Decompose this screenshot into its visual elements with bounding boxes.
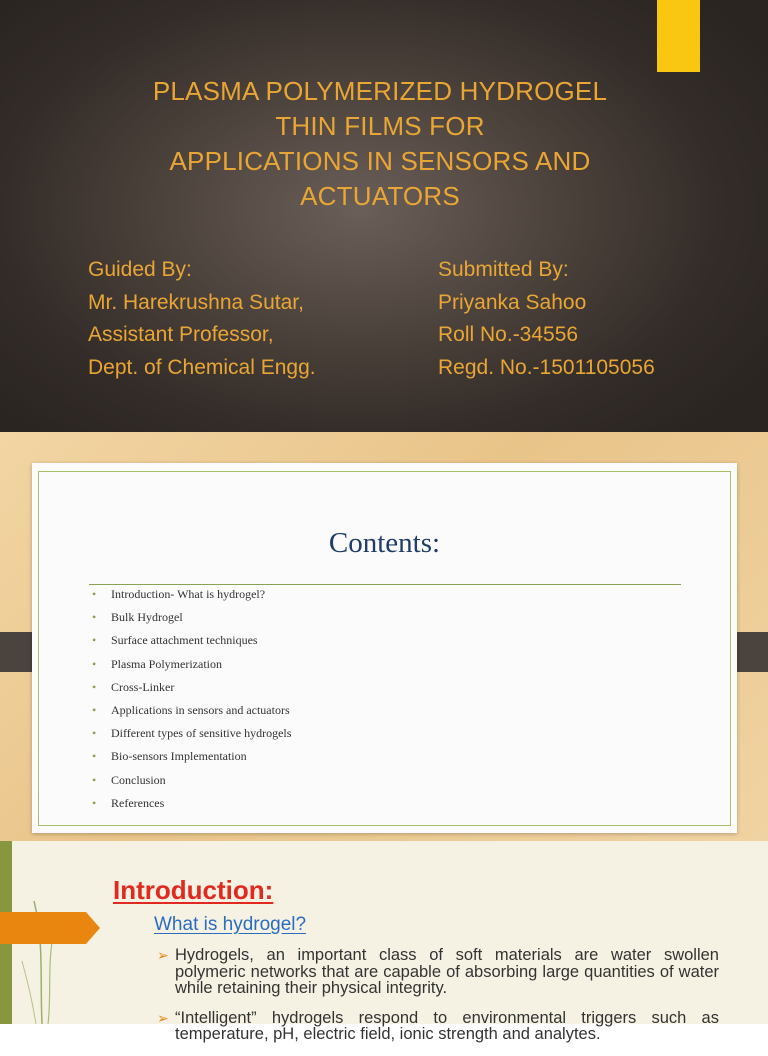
accent-tab xyxy=(657,0,700,72)
list-item-text: Hydrogels, an important class of soft materials are water swollen polymeric networks that are capable of absorbing large quantities of water while retaining their physical integrity. xyxy=(175,946,719,997)
guided-by-block xyxy=(88,254,316,384)
heading-divider xyxy=(89,584,681,585)
list-item xyxy=(92,795,291,818)
list-item xyxy=(157,947,719,997)
contents-card-border xyxy=(38,471,731,826)
bullet-icon: • xyxy=(92,610,97,625)
roll-number: Roll No.-34556 xyxy=(438,323,579,346)
title-line: PLASMA POLYMERIZED HYDROGEL xyxy=(152,76,608,106)
contents-card xyxy=(32,463,737,833)
list-item xyxy=(92,702,291,725)
bullet-icon: • xyxy=(92,679,97,694)
section-heading: Introduction: xyxy=(113,875,274,905)
list-item xyxy=(92,586,291,609)
student-name: Priyanka Sahoo xyxy=(438,290,587,314)
contents-list xyxy=(92,586,291,818)
bullet-icon: • xyxy=(92,656,97,671)
list-item-label: Applications in sensors and actuators xyxy=(111,702,290,717)
guide-name: Mr. Harekrushna Sutar, xyxy=(88,290,304,314)
arrow-bullet-icon: ➢ xyxy=(157,947,169,963)
list-item-label: Bio-sensors Implementation xyxy=(111,749,247,764)
bullet-icon: • xyxy=(92,749,97,764)
arrow-icon xyxy=(0,912,100,944)
list-item-label: Cross-Linker xyxy=(111,679,175,694)
bullet-icon: • xyxy=(92,633,97,648)
bullet-icon: • xyxy=(92,772,97,787)
bullet-icon: • xyxy=(92,702,97,717)
introduction-slide xyxy=(0,841,768,1043)
bullet-icon: • xyxy=(92,726,97,741)
list-item xyxy=(157,1010,719,1043)
registration-number: Regd. No.-1501105056 xyxy=(438,355,655,379)
list-item-label: Different types of sensitive hydrogels xyxy=(111,726,292,741)
list-item-text: “Intelligent” hydrogels respond to environmental triggers such as temperature, pH, electric field, ionic strength and analytes. xyxy=(175,1008,719,1043)
presentation-title xyxy=(80,74,680,214)
list-item xyxy=(92,632,291,655)
list-item-label: Introduction- What is hydrogel? xyxy=(111,587,266,601)
list-item-label: Conclusion xyxy=(111,772,166,787)
intro-bullet-list xyxy=(157,947,719,1056)
list-item-label: References xyxy=(111,795,165,810)
contents-slide xyxy=(0,432,768,841)
title-line: APPLICATIONS IN SENSORS AND xyxy=(169,146,591,176)
section-subheading: What is hydrogel? xyxy=(154,914,307,935)
list-item-label: Plasma Polymerization xyxy=(111,656,222,671)
list-item xyxy=(92,772,291,795)
list-item xyxy=(92,725,291,748)
list-item-label: Surface attachment techniques xyxy=(111,633,258,648)
list-item xyxy=(92,656,291,679)
title-slide xyxy=(0,0,768,432)
arrow-bullet-icon: ➢ xyxy=(157,1009,169,1026)
guide-designation: Assistant Professor, xyxy=(88,323,274,346)
list-item xyxy=(92,609,291,632)
guide-department: Dept. of Chemical Engg. xyxy=(88,355,316,379)
list-item xyxy=(92,679,291,702)
contents-heading: Contents: xyxy=(328,527,441,559)
title-line: THIN FILMS FOR xyxy=(275,111,485,141)
title-line: ACTUATORS xyxy=(300,181,460,211)
list-item xyxy=(92,748,291,771)
bullet-icon: • xyxy=(92,795,97,810)
guided-by-label: Guided By: xyxy=(88,258,192,281)
submitted-by-label: Submitted By: xyxy=(438,258,569,281)
list-item-label: Bulk Hydrogel xyxy=(111,610,183,625)
bullet-icon: • xyxy=(92,587,97,601)
submitted-by-block xyxy=(438,254,655,384)
